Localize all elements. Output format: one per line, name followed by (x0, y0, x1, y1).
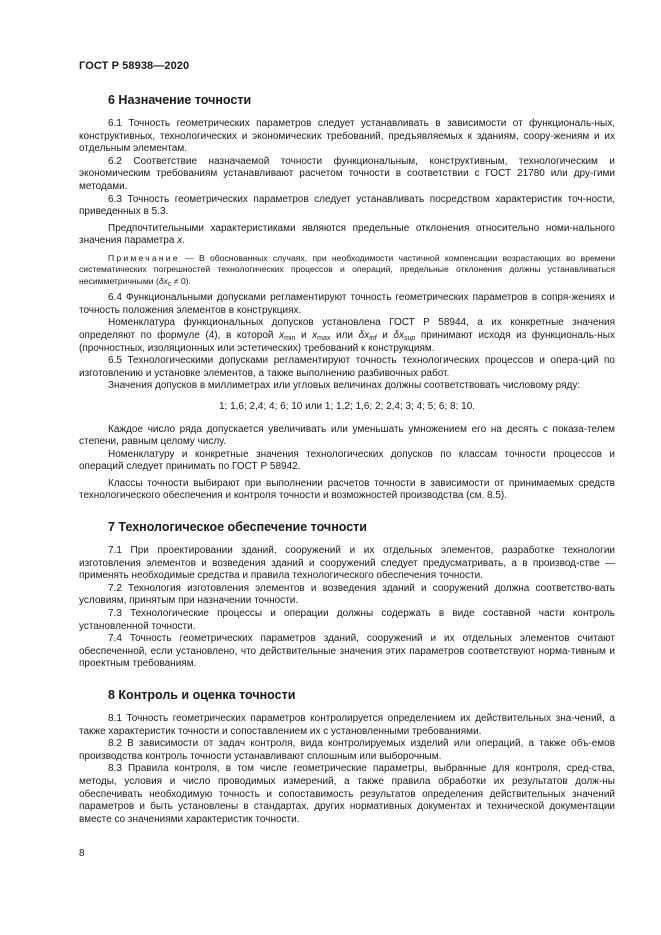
section-6 (79, 92, 615, 503)
note-symbol: δx (158, 275, 168, 286)
paragraph-classes: Классы точности выбирают при выполнении расчетов точности в зависимости от принимаемых средств технологического обеспечения и контроля точности и возможностей производства (см. 8.5). (79, 477, 615, 502)
nom-text-a: Номенклатура функциональных допусков установлена ГОСТ Р 58944, а их конкретные значения определяют по формуле (4), в которой (79, 317, 615, 341)
number-series: 1; 1,6; 2,4; 4; 6; 10 или 1; 1,2; 1,6; 2; 2,4; 3; 4; 5; 6; 8; 10. (218, 400, 476, 412)
paragraph-7-1: 7.1 При проектировании зданий, сооружений и их отдельных элементов, разработке технологии изготовления элементов и возведения зданий и сооружений следует предусматривать, а в производ-стве — применять необходимые средства и правила технологического обеспечения точности. (79, 545, 615, 582)
note-text: — В обоснованных случаях, при необходимости частичной компенсации возрастающих во времени систематических погрешностей технологических процессов и операций, предельные отклонения должны устанавливаться несимметричными ( (79, 252, 615, 286)
paragraph-7-2: 7.2 Технология изготовления элементов и возведения зданий и сооружений должна соответство-вать условиям, принятым при назначении точности. (79, 582, 615, 607)
nom-text-b: принимают исходя из функциональ-ных (прочностных, изоляционных или эстетических) требований к конструкциям. (79, 329, 615, 354)
preferred-text: Предпочтительными характеристиками являются предельные отклонения относительно номи-нального значения параметра (79, 222, 615, 247)
nom-sub-min: min (284, 334, 296, 342)
section-7-heading: 7 Технологическое обеспечение точности (108, 520, 367, 535)
paragraph-nomenclature (79, 317, 615, 355)
page-content (79, 92, 615, 842)
paragraph-8-2: 8.2 В зависимости от задач контроля, вида контролируемых изделий или операций, а также объ-емов производства контроль точности устанавливают сплошным или выборочным. (79, 738, 615, 762)
nom-and2: и (376, 329, 394, 341)
paragraph-7-3: 7.3 Технологические процессы и операции должны содержать в виде составной части контроль установленной точности. (79, 608, 615, 632)
paragraph-8-3: 8.3 Правила контроля, в том числе геометрические параметры, выбранные для контроля, сред-ства, методы, условия и число проводимых измерений, а также правила обработки их результатов долж-ны обеспечивать необходимую точность и сопоставимость результатов определения действительных значений параметров и быть установлены в стандартах, других нормативных документах и технической документации вместе со значениями характеристик точности. (79, 763, 615, 825)
section-7 (79, 519, 615, 671)
note-label: Примечание (108, 252, 180, 263)
nom-x1: x (279, 329, 285, 341)
nom-sub-max: max (317, 334, 331, 342)
section-6-heading: 6 Назначение точности (108, 93, 252, 107)
paragraph-6-1: 6.1 Точность геометрических параметров следует устанавливать в зависимости от функциональ-ных, конструктивных, технологических и экономических требований, предъявляемых к зданиям, соору-жениям и их отдельным элементам. (79, 118, 615, 155)
note (79, 253, 615, 287)
paragraph-6-2: 6.2 Соответствие назначаемой точности функциональным, конструктивным, технологическим и экономическим требованиям устанавливают расчетом точности в соответствии с ГОСТ 21780 или дру-гими методами. (79, 155, 615, 192)
paragraph-preferred: Предпочтительными характеристиками являются предельные отклонения относительно номи-нального значения параметра x. (79, 222, 615, 247)
nom-sub-sup: sup (403, 334, 416, 342)
nom-dx2: δx (393, 329, 404, 341)
variable-x: x (177, 235, 183, 247)
paragraph-6-4: 6.4 Функциональными допусками регламентируют точность геометрических параметров в сопря-жениях и точность положения элементов в конструкциях. (79, 292, 615, 316)
paragraph-values: Значения допусков в миллиметрах или угловых величинах должны соответствовать числовому ряду: (108, 380, 581, 392)
paragraph-each-number: Каждое число ряда допускается увеличивать или уменьшать умножением его на десять с показа-телем степени, равным целому числу. (79, 423, 615, 448)
note-end: ≠ 0). (171, 275, 191, 286)
nom-or: или (330, 329, 359, 341)
section-8 (79, 687, 615, 826)
document-header: ГОСТ Р 58938—2020 (79, 60, 190, 72)
paragraph-6-3: 6.3 Точность геометрических параметров следует устанавливать посредством характеристик точ-ности, приведенных в 5.3. (79, 193, 615, 218)
nom-sub-inf: inf (369, 334, 377, 342)
page-number: 8 (79, 848, 85, 859)
section-8-heading: 8 Контроль и оценка точности (108, 688, 296, 702)
nom-x2: x (312, 329, 318, 341)
paragraph-6-5: 6.5 Технологическими допусками регламентируют точность технологических процессов и опера-ций по изготовлению и установке элементов, а также выполнению разбивочных работ. (79, 355, 615, 379)
nom-dx1: δx (358, 329, 370, 341)
nom-and1: и (295, 329, 313, 341)
paragraph-8-1: 8.1 Точность геометрических параметров контролируется определением их действительных зна-чений, а также характеристик точности и сопоставлением их с установленными требованиями. (79, 713, 615, 737)
note-subscript: c (167, 280, 172, 288)
paragraph-tech-nomenclature: Номенклатуру и конкретные значения технологических допусков по классам точности процессов и операций следует принимать по ГОСТ Р 58942. (79, 448, 615, 473)
paragraph-7-4: 7.4 Точность геометрических параметров зданий, сооружений и их отдельных элементов считают обеспеченной, если установлено, что действительные значения этих параметров соответствуют норма-тивным и проектным требованиям. (79, 633, 615, 670)
